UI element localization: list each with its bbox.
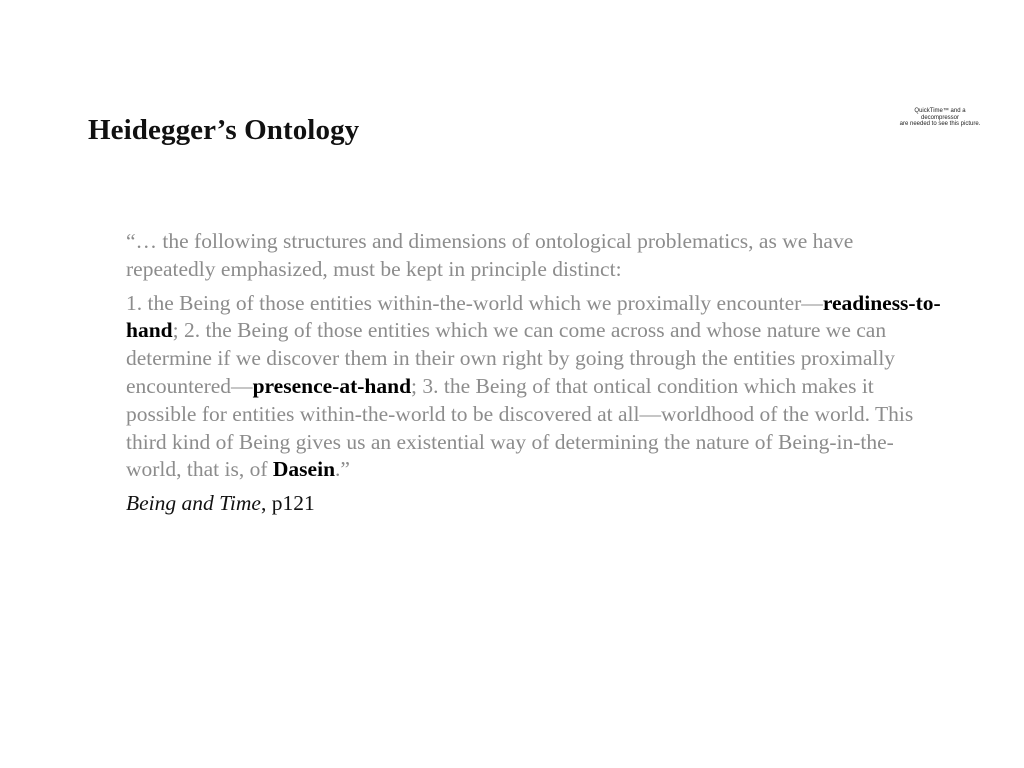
- citation-book-title: Being and Time: [126, 491, 261, 516]
- term-presence-at-hand: presence-at-hand: [252, 373, 412, 398]
- quote-segment-3: ; 3. the Being of that ontical condition which makes it possible for entities within-the-world to be discovered at all—worldhood of the world. This third kind of Being gives us an existential way of determining the nature of Being-in-the-world, that is, of: [126, 373, 914, 482]
- quote-block: [126, 228, 946, 524]
- quicktime-placeholder-image: [888, 108, 992, 128]
- quote-intro: “… the following structures and dimensions of ontological problematics, as we have repeatedly emphasized, must be kept in principle distinct:: [126, 229, 854, 281]
- slide-title: Heidegger’s Ontology: [88, 114, 360, 146]
- placeholder-line-3: are needed to see this picture.: [899, 121, 981, 127]
- placeholder-line-1: QuickTime™ and a: [914, 108, 966, 114]
- quote-segment-2: ; 2. the Being of those entities which we can come across and whose nature we can determine if we discover them in their own right by going through the entities proximally encountered—: [126, 318, 896, 398]
- placeholder-line-2: decompressor: [920, 114, 959, 121]
- quote-segment-1: 1. the Being of those entities within-the-world which we proximally encounter—: [126, 290, 823, 315]
- citation: [126, 490, 946, 518]
- citation-page: , p121: [260, 491, 315, 516]
- term-readiness-to-hand: readiness-to-hand: [126, 290, 941, 343]
- term-dasein: Dasein: [272, 457, 336, 482]
- quote-end: .”: [335, 457, 350, 482]
- quote-main: [126, 290, 946, 485]
